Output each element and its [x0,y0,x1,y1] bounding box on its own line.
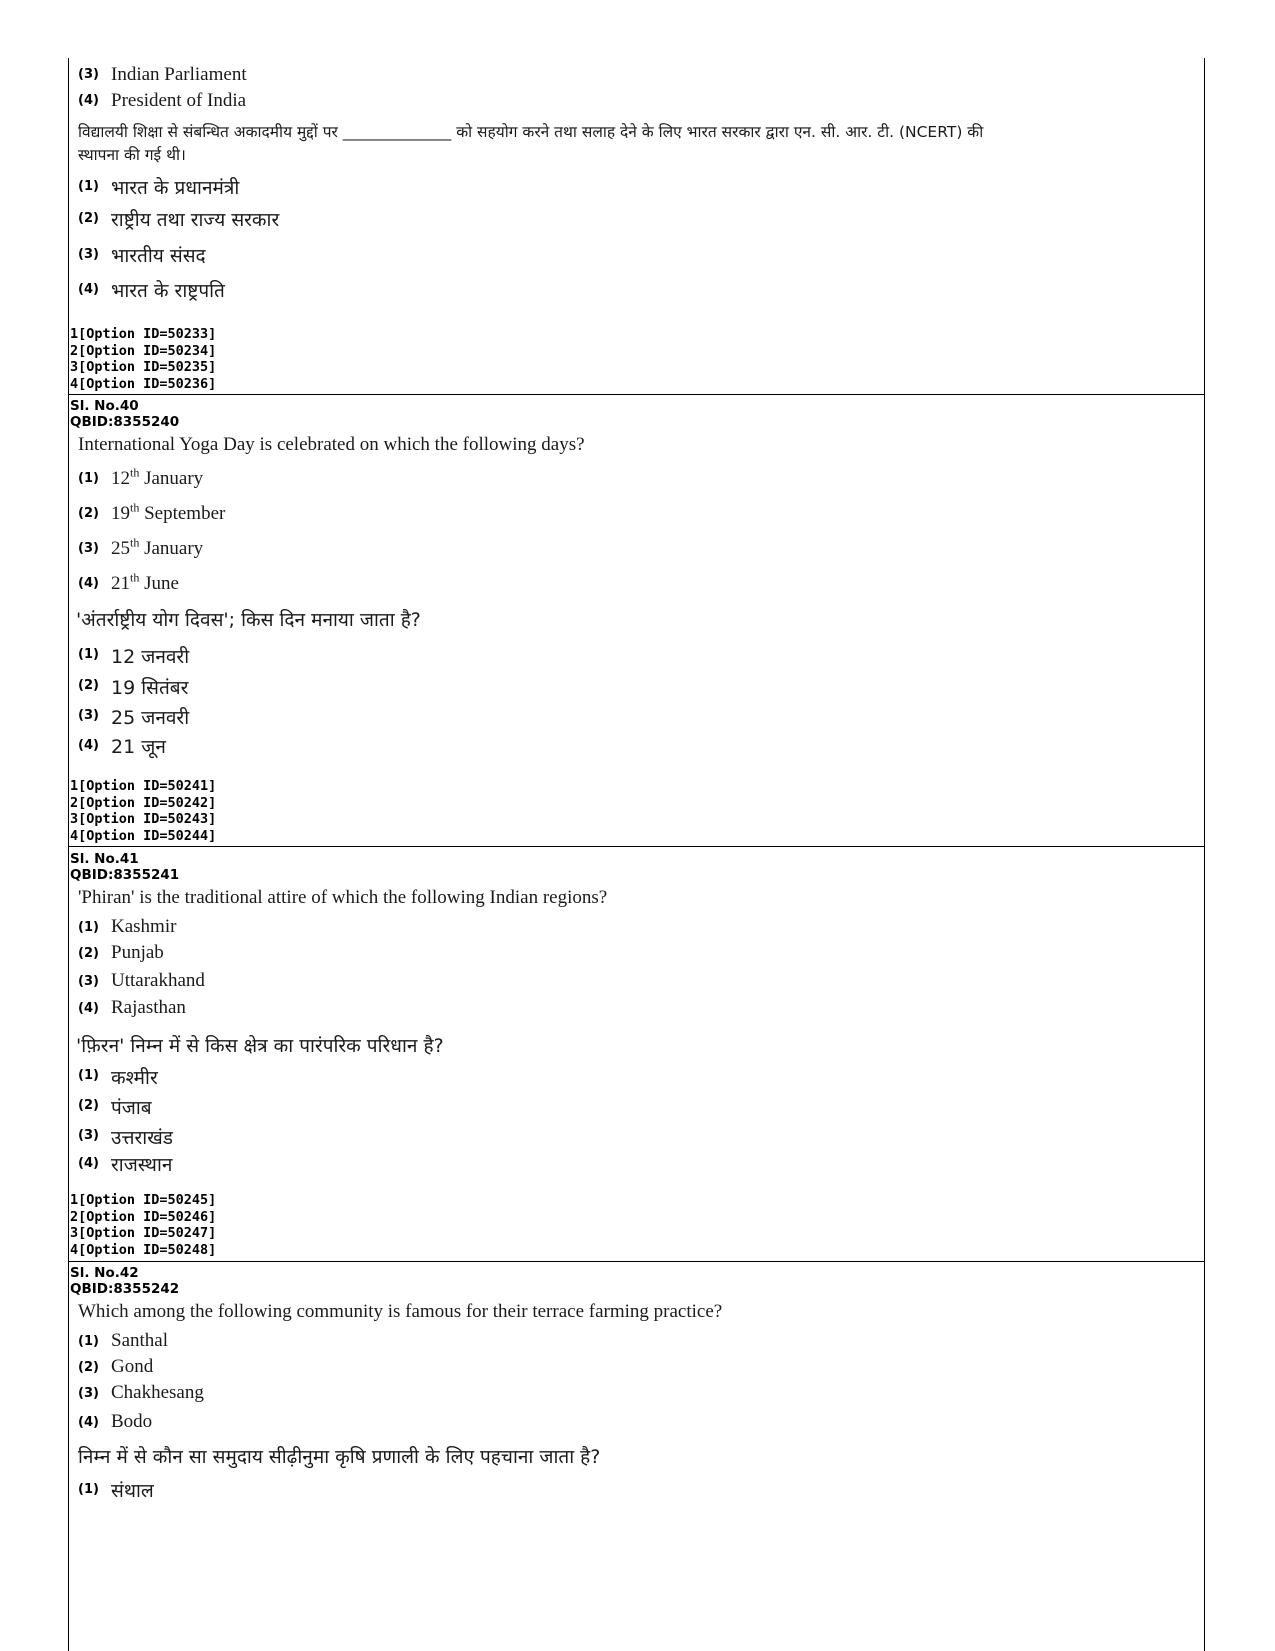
option-id: 2[Option ID=50242] [70,794,217,811]
option-number: (2) [78,678,99,693]
option-text: 12 जनवरी [111,646,190,668]
option-text: Santhal [111,1330,168,1351]
option-id: 4[Option ID=50248] [70,1241,217,1258]
option-text: राजस्थान [111,1154,173,1176]
option-text: Chakhesang [111,1382,204,1403]
option-number: (2) [78,1360,99,1375]
option-text: संथाल [111,1480,154,1502]
option-text: राष्ट्रीय तथा राज्य सरकार [111,209,280,231]
option-number: (1) [78,920,99,935]
option-id-list [70,778,216,844]
option-text: भारत के प्रधानमंत्री [111,177,240,199]
option-id: 1[Option ID=50233] [70,326,217,342]
option-number: (1) [78,471,99,486]
option-number: (4) [78,282,99,297]
option-id: 3[Option ID=50243] [70,811,217,827]
option-id: 2[Option ID=50234] [70,342,217,359]
option-number: (1) [78,1334,99,1349]
option-number: (3) [78,67,99,82]
option-number: (3) [78,1386,99,1401]
qbid: QBID:8355241 [70,867,180,883]
option-number: (1) [78,1068,99,1083]
qbid: QBID:8355240 [70,414,180,430]
option-number: (4) [78,576,99,591]
question-meta [70,1265,179,1297]
option-text: कश्मीर [111,1067,158,1089]
question-text-hindi: 'अंतर्राष्ट्रीय योग दिवस'; किस दिन मनाया जाता है? [76,609,421,631]
option-number: (3) [78,1128,99,1143]
option-text: Kashmir [111,916,177,937]
question-text-hindi: निम्न में से कौन सा समुदाय सीढ़ीनुमा कृषि प्रणाली के लिए पहचाना जाता है? [78,1446,601,1468]
option-number: (4) [78,738,99,753]
option-id: 1[Option ID=50245] [70,1192,217,1208]
option-number: (2) [78,506,99,521]
option-text: 25 जनवरी [111,707,190,729]
option-text: Bodo [111,1411,153,1432]
question-text-hindi: 'फ़िरन' निम्न में से किस क्षेत्र का पारंपरिक परिधान है? [76,1035,444,1057]
option-number: (1) [78,179,99,194]
question-text-hindi: स्थापना की गई थी। [78,146,186,164]
option-text: 21 जून [111,736,166,758]
option-text: President of India [111,90,247,111]
option-id: 4[Option ID=50236] [70,375,217,392]
option-number: (3) [78,708,99,723]
divider [69,394,1204,395]
option-id-list [70,1192,216,1258]
serial-number: Sl. No.42 [70,1265,139,1281]
option-id-list [70,326,216,392]
question-meta [70,851,179,883]
question-text-hindi: विद्यालयी शिक्षा से संबन्धित अकादमीय मुद्दों पर ______________ को सहयोग करने तथा सलाह देने के लिए भारत सरकार द्वारा एन. सी. आर. टी. (NCERT) की [78,123,984,141]
option-number: (3) [78,541,99,556]
option-number: (4) [78,93,99,108]
question-meta [70,398,179,430]
option-text: Rajasthan [111,997,186,1018]
option-text: 19th September [111,500,226,524]
option-text: भारत के राष्ट्रपति [111,280,225,302]
option-text: 19 सितंबर [111,677,189,699]
question-text-english: International Yoga Day is celebrated on which the following days? [78,434,585,455]
option-text: 21th June [111,570,179,594]
question-text-english: 'Phiran' is the traditional attire of which the following Indian regions? [78,887,608,908]
question-text-english: Which among the following community is famous for their terrace farming practice? [78,1301,723,1322]
option-number: (3) [78,247,99,262]
divider [69,846,1204,847]
option-id: 4[Option ID=50244] [70,827,217,844]
option-number: (2) [78,211,99,226]
option-text: पंजाब [111,1097,152,1119]
qbid: QBID:8355242 [70,1281,180,1297]
serial-number: Sl. No.40 [70,398,139,414]
option-number: (4) [78,1001,99,1016]
option-text: Punjab [111,942,164,963]
divider [69,1261,1204,1262]
option-number: (1) [78,1482,99,1497]
option-number: (3) [78,974,99,989]
option-text: उत्तराखंड [111,1127,173,1149]
option-text: Indian Parliament [111,64,247,85]
option-number: (4) [78,1415,99,1430]
option-number: (4) [78,1156,99,1171]
option-id: 3[Option ID=50235] [70,359,217,375]
option-text: Uttarakhand [111,970,205,991]
option-text: भारतीय संसद [111,245,206,267]
option-text: 25th January [111,535,204,559]
option-number: (2) [78,1098,99,1113]
option-text: Gond [111,1356,154,1377]
option-id: 2[Option ID=50246] [70,1208,217,1225]
option-text: 12th January [111,465,204,489]
option-number: (2) [78,946,99,961]
option-id: 3[Option ID=50247] [70,1225,217,1241]
serial-number: Sl. No.41 [70,851,139,867]
option-id: 1[Option ID=50241] [70,778,217,794]
option-number: (1) [78,647,99,662]
question-paper-frame [68,58,1205,1651]
